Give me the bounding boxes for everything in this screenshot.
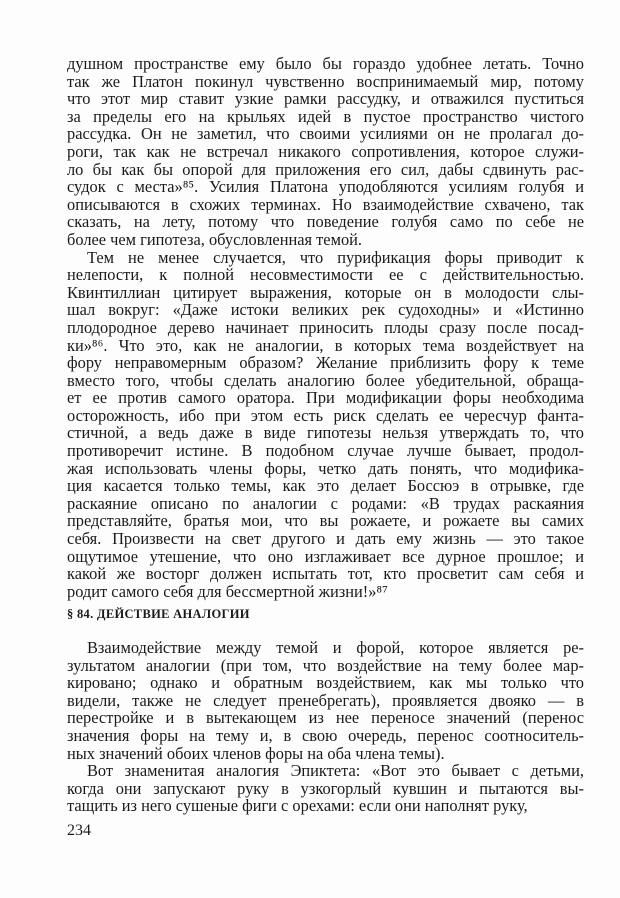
text-line: за пределы его на крыльях идей в пустое пространство чистого [67, 106, 584, 126]
text-line: зультатом аналогии (при том, что воздействие на тему более мар- [67, 655, 584, 675]
text-line: так же Платон покинул чувственно воспринимаемый мир, потому [67, 71, 584, 91]
text-line: описываются в схожих терминах. Но взаимодействие схвачено, так [67, 194, 584, 214]
text-line: стичной, а ведь даже в виде гипотезы нельзя утверждать то, что [67, 423, 584, 443]
text-line: ки»⁸⁶. Что это, как не аналогии, в которых тема воздействует на [67, 335, 584, 355]
text-after-heading [67, 639, 584, 815]
text-line: шал вокруг: «Даже истоки великих рек судоходны» и «Истинно [67, 300, 584, 320]
text-line: какой же восторг должен испытать тот, кто просветит сам себя и [67, 564, 584, 584]
text-before-heading [67, 55, 584, 600]
text-line: ных значений обоих членов форы на оба члена темы). [67, 743, 445, 763]
text-line: тащить из него сушеные фиги с орехами: если они наполнят руку, [67, 796, 528, 816]
text-line: рассудка. Он не заметил, что своими усилиями он не пролагал до- [67, 124, 584, 144]
paragraph [67, 249, 584, 601]
text-line: сказать, на лету, потому что поведение голубя само по себе не [67, 212, 584, 232]
text-line: роги, так как не встречал никакого сопротивления, которое служи- [67, 141, 584, 161]
text-line: ция касается только темы, как это делает Боссюэ в отрывке, где [67, 476, 584, 496]
text-line: значения форы на тему и, в свою очередь, перенос соотноситель- [67, 725, 584, 745]
text-line: раскаяние описано по аналогии с родами: «В трудах раскаяния [67, 493, 584, 513]
text-line: что этот мир ставит узкие рамки рассудку, и отважился пуститься [67, 89, 584, 109]
text-line: Квинтиллиан цитирует выражения, которые он в молодости слы- [67, 282, 584, 302]
text-line: когда они запускают руку в узкогорлый кувшин и пытаются вы- [67, 778, 584, 798]
text-line: осторожность, ибо при этом есть риск сделать ее чересчур фанта- [67, 405, 584, 425]
text-line: родит самого себя для бессмертной жизни!»⁸⁷ [67, 581, 388, 601]
text-line: более чем гипотеза, обусловленная темой. [67, 229, 363, 249]
text-line: кировано; однако и обратным воздействием, как мы только что [67, 673, 584, 693]
text-line: ощутимое утешение, что оно изглаживает все дурное прошлое; и [67, 546, 584, 566]
text-line: плодородное дерево начинает приносить плоды сразу после посад- [67, 317, 584, 337]
text-line: противоречит истине. В подобном случае лучше бывает, продол- [67, 441, 584, 461]
text-line: Взаимодействие между темой и форой, которое является ре- [87, 638, 584, 657]
page-number: 234 [67, 822, 91, 839]
text-line: вместо того, чтобы сделать аналогию более убедительной, обраща- [67, 370, 584, 390]
text-line: фору неправомерным образом? Желание приблизить фору к теме [67, 353, 584, 373]
text-line: судок с места»⁸⁵. Усилия Платона уподобляются усилиям голубя и [67, 177, 584, 197]
text-line: душном пространстве ему было бы гораздо удобнее летать. Точно [67, 54, 584, 73]
text-line: видели, также не следует пренебрегать), проявляется двояко — в [67, 690, 584, 710]
section-heading: § 84. ДЕЙСТВИЕ АНАЛОГИИ [67, 607, 250, 621]
text-line: ет ее против самого оратора. При модификации форы необходима [67, 388, 584, 408]
text-line: представляйте, братья мои, что вы рожаете, и рожаете вы самих [67, 511, 584, 531]
paragraph [67, 639, 584, 762]
text-line: ло бы как бы опорой для приложения его сил, дабы сдвинуть рас- [67, 159, 584, 179]
text-line: нелепости, к полной несовместимости ее с действительностью. [67, 265, 584, 285]
text-line: себя. Произвести на свет другого и дать ему жизнь — это такое [67, 529, 584, 549]
text-line: Тем не менее случается, что пурификация форы приводит к [87, 247, 584, 267]
text-line: перестройке и в вытекающем из нее переносе значений (перенос [67, 708, 584, 728]
paragraph [67, 55, 584, 249]
text-line: Вот знаменитая аналогия Эпиктета: «Вот это бывает с детьми, [87, 761, 584, 781]
text-line: жая использовать члены форы, четко дать понять, что модифика- [67, 458, 584, 478]
paragraph [67, 762, 584, 815]
